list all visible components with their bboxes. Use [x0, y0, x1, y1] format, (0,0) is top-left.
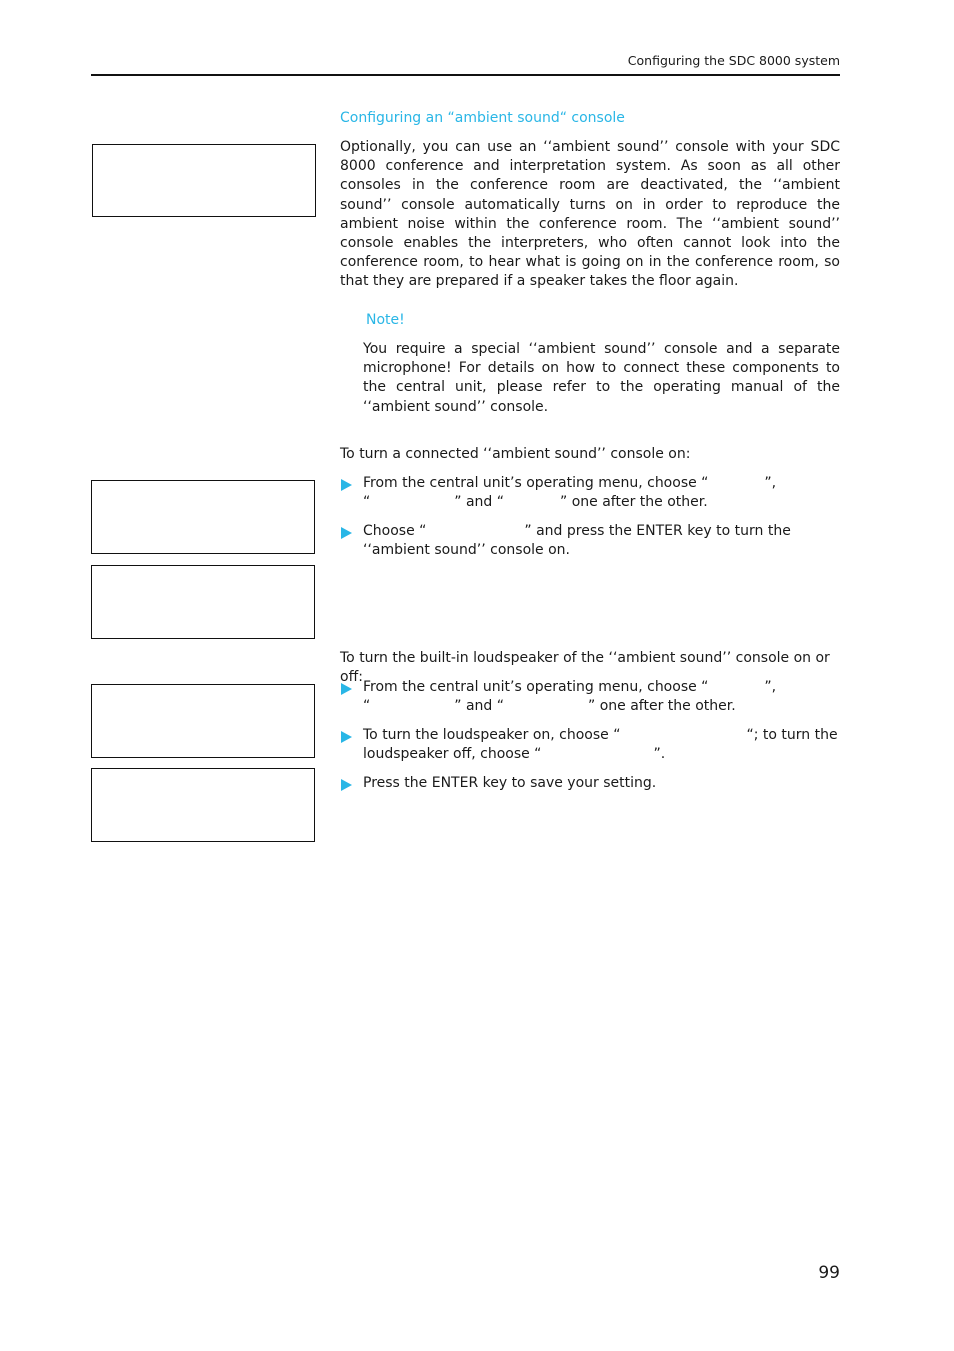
step-arrow-icon: [341, 731, 352, 743]
procedure-speaker-lead: To turn the built-in loudspeaker of the ‘‘ambient sound’’ console on or off:: [340, 650, 830, 686]
intro-paragraph: Optionally, you can use an ‘‘ambient sound’’ console with your SDC 8000 conference and interpretation system. As soon as all other consoles in the conference room are deactivated, the ‘‘ambient sound’’ console automatically turns on in order to reproduce the ambient noise within the conference room. The ‘‘ambient sound’’ console enables the interpreters, who often cannot look into the conference room, to hear what is going on in the conference room, so that they are prepared if a speaker takes the floor again.: [340, 139, 840, 290]
step-text: From the central unit’s operating menu, choose “ ”, “ ” and “ ” one after the other.: [363, 679, 777, 715]
lcd-display-console-on: [91, 565, 315, 639]
step-text: From the central unit’s operating menu, choose “ ”, “ ” and “ ” one after the other.: [363, 475, 777, 511]
running-header: Configuring the SDC 8000 system: [627, 53, 840, 68]
lcd-display-speaker-setting: [91, 768, 315, 842]
step-text: Press the ENTER key to save your setting.: [363, 775, 657, 791]
procedure-on-lead: To turn a connected ‘‘ambient sound’’ console on:: [340, 446, 691, 462]
step-text: To turn the loudspeaker on, choose “ “; to turn the loudspeaker off, choose “ ”.: [363, 727, 838, 763]
lcd-display-speaker-menu: [91, 684, 315, 758]
lcd-display-menu-path: [91, 480, 315, 554]
note-text: You require a special ‘‘ambient sound’’ console and a separate microphone! For details on how to connect these components to the central unit, please refer to the operating manual of the ‘‘ambient sound’’ console.: [363, 341, 840, 415]
header-rule: [91, 74, 840, 76]
step-arrow-icon: [341, 683, 352, 695]
step-arrow-icon: [341, 527, 352, 539]
step-arrow-icon: [341, 479, 352, 491]
lcd-display-ambient-menu: [92, 144, 316, 217]
step-arrow-icon: [341, 779, 352, 791]
page-number: 99: [818, 1263, 840, 1283]
step-text: Choose “ ” and press the ENTER key to turn the ‘‘ambient sound’’ console on.: [363, 523, 791, 559]
section-title: Configuring an “ambient sound“ console: [340, 110, 625, 126]
note-title: Note!: [366, 312, 405, 328]
